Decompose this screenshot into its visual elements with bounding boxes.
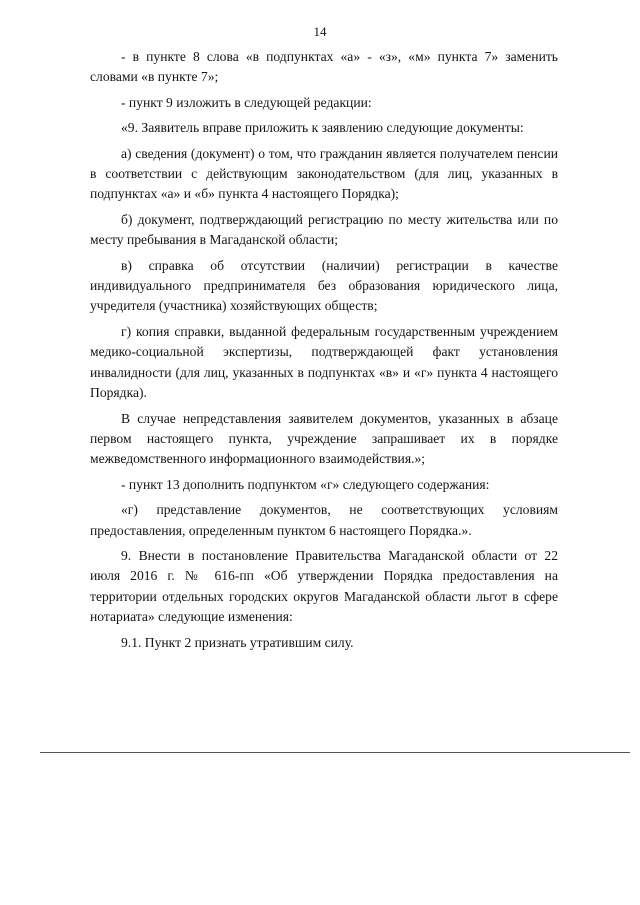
paragraph-item-8-amendment: - в пункте 8 слова «в подпунктах «а» - «з», «м» пункта 7» заменить словами «в пункте 7»; bbox=[90, 49, 558, 85]
paragraph-subitem-b: б) документ, подтверждающий регистрацию по месту жительства или по месту пребывания в Магаданской области; bbox=[90, 211, 558, 248]
paragraph-item-9-intro: - пункт 9 изложить в следующей редакции: bbox=[121, 94, 372, 110]
page-number: 14 bbox=[313, 24, 327, 39]
paragraph-item-13-intro: - пункт 13 дополнить подпунктом «г» следующего содержания: bbox=[121, 476, 490, 492]
paragraph-subitem-a: а) сведения (документ) о том, что гражданин является получателем пенсии в соответствии с действующим законодательством (для лиц, указанных в подпунктах «а» и «б» пункта 4 настоящего Порядка); bbox=[90, 145, 558, 202]
bottom-rule bbox=[40, 752, 630, 753]
paragraph-section-9: 9. Внести в постановление Правительства Магаданской области от 22 июля 2016 г. № 616-пп «Об утверждении Порядка предоставления на территории отдельных городских округов Магаданской области льгот в сфере нотариата» следующие изменения: bbox=[90, 547, 558, 625]
document-body bbox=[90, 47, 558, 653]
paragraph-section-9-1: 9.1. Пункт 2 признать утратившим силу. bbox=[121, 634, 354, 650]
paragraph-subitem-g: г) копия справки, выданной федеральным государственным учреждением медико-социальной экспертизы, подтверждающей факт установления инвалидности (для лиц, указанных в подпунктах «в» и «г» пункта 4 настоящего Порядка). bbox=[90, 323, 558, 401]
paragraph-item-13-subitem-g: «г) представление документов, не соответствующих условиям предоставления, определенным пунктом 6 настоящего Порядка.». bbox=[90, 502, 558, 538]
paragraph-item-9-text: «9. Заявитель вправе приложить к заявлению следующие документы: bbox=[121, 120, 524, 136]
paragraph-non-submission: В случае непредставления заявителем документов, указанных в абзаце первом настоящего пункта, учреждение запрашивает их в порядке межведомственного информационного взаимодействия.»; bbox=[90, 410, 558, 467]
paragraph-subitem-v: в) справка об отсутствии (наличии) регистрации в качестве индивидуального предпринимателя без образования юридического лица, учредителя (участника) хозяйствующих обществ; bbox=[90, 257, 558, 314]
